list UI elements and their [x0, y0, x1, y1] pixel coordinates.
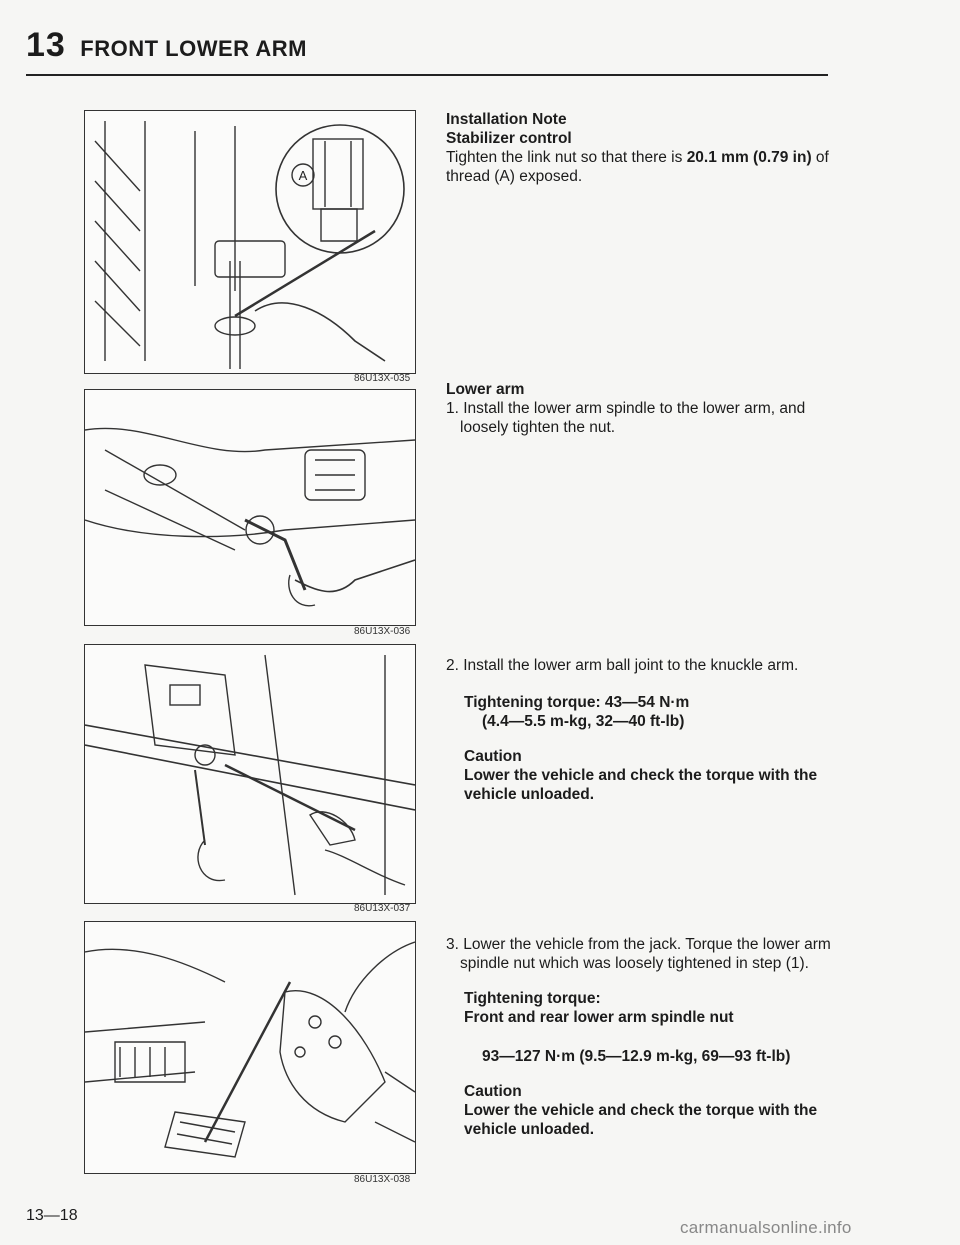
figure-spindle-nut — [84, 921, 416, 1174]
step-3: 3. Lower the vehicle from the jack. Torque the lower arm spindle nut which was loosely tightened in step (1). — [446, 936, 831, 972]
header-rule — [26, 74, 828, 76]
figure-lower-arm-spindle — [84, 389, 416, 626]
chapter-number: 13 — [26, 26, 66, 64]
section-ball-joint — [446, 656, 836, 804]
callout-a: A — [298, 168, 308, 183]
heading-installation-note: Installation Note — [446, 111, 567, 128]
page-number: 13—18 — [26, 1207, 78, 1224]
stabilizer-illustration — [85, 111, 415, 373]
section-spindle-nut — [446, 935, 836, 1139]
caution-title: Caution — [464, 748, 522, 765]
figure-label: 86U13X-038 — [354, 1174, 411, 1185]
torque-value-ball-joint: (4.4—5.5 m-kg, 32—40 ft-lb) — [482, 713, 685, 730]
heading-stabilizer-control: Stabilizer control — [446, 130, 572, 147]
figure-ball-joint — [84, 644, 416, 904]
section-installation-note — [446, 110, 836, 186]
step-2: 2. Install the lower arm ball joint to the knuckle arm. — [446, 657, 799, 674]
watermark-text: carmanualsonline.info — [680, 1218, 852, 1237]
figure-label: 86U13X-036 — [354, 626, 411, 637]
chapter-title: FRONT LOWER ARM — [80, 36, 307, 61]
spindle-nut-illustration — [85, 922, 415, 1173]
caution-text: Lower the vehicle and check the torque with the vehicle unloaded. — [464, 767, 818, 803]
torque-value-spindle: 93—127 N·m (9.5—12.9 m-kg, 69—93 ft-lb) — [482, 1048, 791, 1065]
ball-joint-illustration — [85, 645, 415, 903]
stabilizer-instruction: Tighten the link nut so that there is 20.1 mm (0.79 in) of thread (A) exposed. — [446, 149, 829, 185]
figure-label: 86U13X-037 — [354, 903, 411, 914]
torque-label-ball-joint: Tightening torque: 43—54 N·m — [464, 694, 690, 711]
figure-stabilizer-control — [84, 110, 416, 374]
caution-title: Caution — [464, 1083, 522, 1100]
thread-length-value: 20.1 mm (0.79 in) — [686, 149, 812, 166]
caution-text: Lower the vehicle and check the torque with the vehicle unloaded. — [464, 1102, 818, 1138]
torque-label-spindle: Tightening torque: — [464, 990, 601, 1007]
lower-arm-illustration — [85, 390, 415, 625]
figure-label: 86U13X-035 — [354, 373, 411, 384]
section-lower-arm — [446, 380, 836, 437]
step-1: 1. Install the lower arm spindle to the lower arm, and loosely tighten the nut. — [446, 400, 806, 436]
heading-lower-arm: Lower arm — [446, 381, 525, 398]
page-header — [26, 26, 307, 65]
torque-item-spindle: Front and rear lower arm spindle nut — [464, 1009, 734, 1026]
